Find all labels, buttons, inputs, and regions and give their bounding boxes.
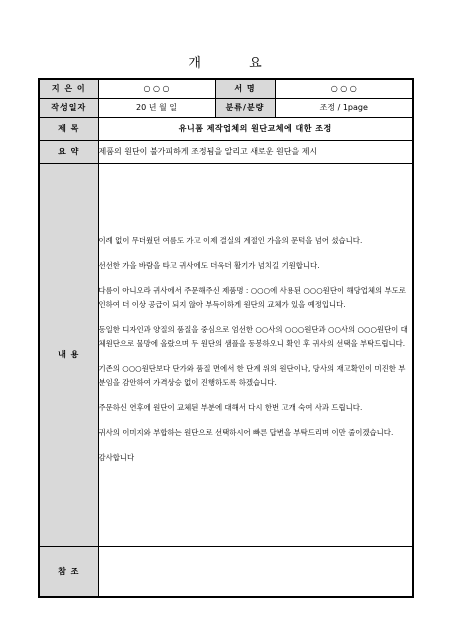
content-paragraph: 이례 없이 무더웠던 여름도 가고 이제 결실의 계절인 가을의 문턱을 넘어 섰습니다. bbox=[98, 235, 363, 245]
category-label: 분류/분량 bbox=[215, 98, 275, 117]
date-value[interactable]: 20 년 월 일 bbox=[98, 98, 215, 117]
signature-value[interactable]: ○ ○ ○ bbox=[275, 79, 413, 98]
category-value[interactable]: 조정 / 1page bbox=[275, 98, 413, 117]
reference-value[interactable] bbox=[98, 546, 413, 597]
summary-value[interactable]: 제품의 원단이 불가피하게 조정됨을 알리고 새로운 원단을 제시 bbox=[98, 140, 413, 163]
date-label: 작성일자 bbox=[39, 98, 98, 117]
subject-value[interactable]: 유니폼 제작업체의 원단교체에 대한 조정 bbox=[98, 117, 413, 140]
subject-label: 제 목 bbox=[39, 117, 98, 140]
document-title: 개 요 bbox=[188, 56, 284, 71]
content-body[interactable] bbox=[98, 163, 413, 546]
signature-label: 서 명 bbox=[215, 79, 275, 98]
content-paragraph: 귀사의 이미지와 부합하는 원단으로 선택하시어 빠른 답변을 부탁드리며 이만 줄이겠습니다. bbox=[98, 427, 394, 437]
reference-label: 참 조 bbox=[39, 546, 98, 597]
reference-row bbox=[39, 546, 413, 597]
content-paragraph: 선선한 가을 바람을 타고 귀사에도 더욱더 활기가 넘치길 기원합니다. bbox=[98, 260, 320, 270]
writer-label: 지 은 이 bbox=[39, 79, 98, 98]
content-paragraph: 주문하신 연후에 원단이 교체된 부분에 대해서 다시 한번 고개 숙여 사과 드립니다. bbox=[98, 402, 363, 412]
summary-row bbox=[39, 140, 413, 163]
writer-row bbox=[39, 79, 413, 98]
content-paragraph: 기존의 ○○○원단보다 단가와 품질 면에서 한 단계 위의 원단이나, 당사의 재고확인이 미진한 부분임을 감안하여 가격상승 없이 진행하도록 하겠습니다. bbox=[98, 363, 406, 387]
content-paragraph: 동일한 디자인과 양질의 품질을 중심으로 엄선한 ○○사의 ○○○원단과 ○○사의 ○○○원단이 대체원단으로 물망에 올랐으며 두 원단의 샘플을 동봉하오니 확인 후 귀사의 선택을 부탁드립니다. bbox=[98, 324, 408, 348]
content-row bbox=[39, 163, 413, 546]
subject-row bbox=[39, 117, 413, 140]
date-row bbox=[39, 98, 413, 117]
summary-label: 요 약 bbox=[39, 140, 98, 163]
writer-value[interactable]: ○ ○ ○ bbox=[98, 79, 215, 98]
content-paragraph: 감사합니다 bbox=[98, 452, 135, 462]
summary-form bbox=[38, 78, 414, 598]
content-paragraph: 다름이 아니오라 귀사에서 주문해주신 제품명 : ○○○에 사용된 ○○○원단이 해당업체의 부도로 인하여 더 이상 공급이 되지 않아 부득이하게 원단의 교체가 있을 예정입니다. bbox=[98, 285, 406, 309]
content-label: 내 용 bbox=[39, 163, 98, 546]
